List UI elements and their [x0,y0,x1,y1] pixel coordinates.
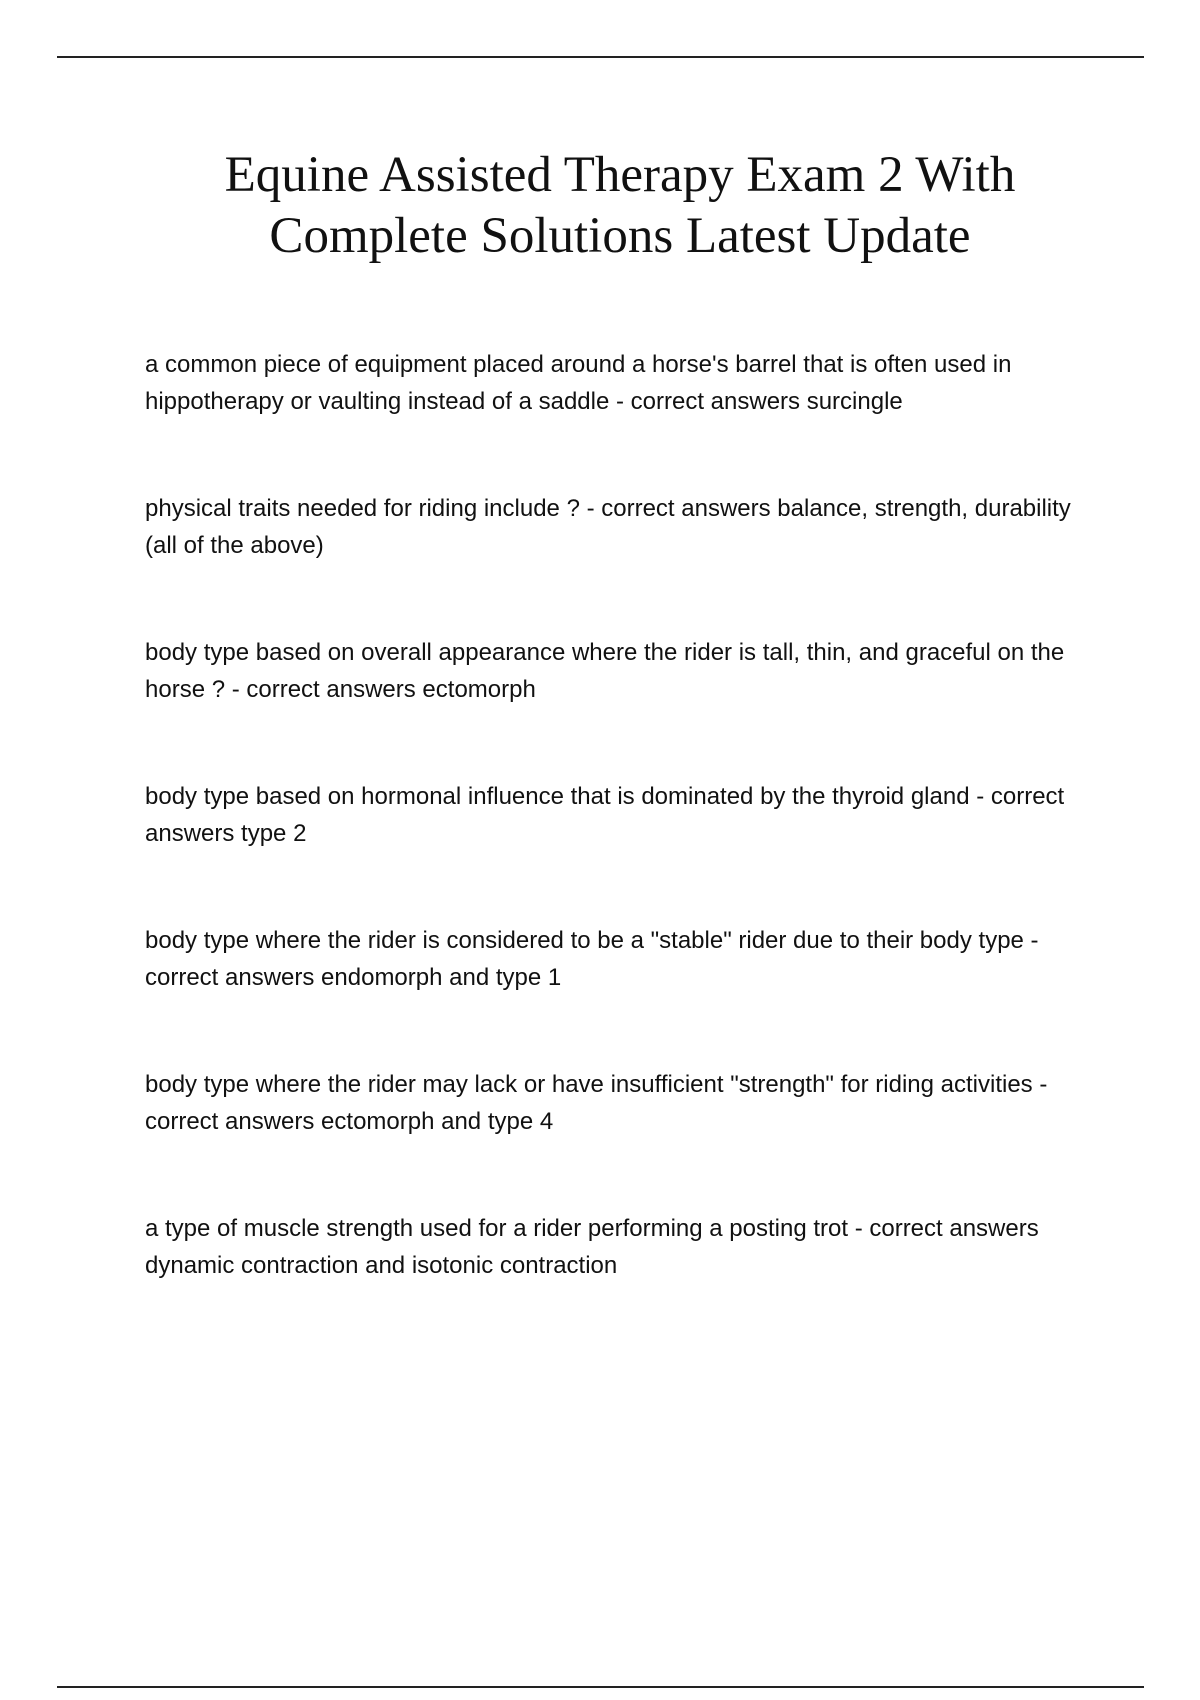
bottom-rule [57,1686,1144,1688]
document-title: Equine Assisted Therapy Exam 2 With Complete Solutions Latest Update [224,147,1016,264]
qa-item: a common piece of equipment placed around a horse's barrel that is often used in hippotherapy or vaulting instead of a saddle - correct answers surcingle [145,351,1012,415]
qa-item: body type where the rider may lack or have insufficient "strength" for riding activities - correct answers ectomorph and type 4 [145,1071,1048,1135]
qa-item: body type based on overall appearance where the rider is tall, thin, and graceful on the horse ? - correct answers ectomorph [145,639,1065,703]
top-rule [57,56,1144,58]
qa-item: body type based on hormonal influence that is dominated by the thyroid gland - correct answers type 2 [145,783,1065,847]
qa-item: physical traits needed for riding include ? - correct answers balance, strength, durability (all of the above) [145,495,1071,559]
qa-item: a type of muscle strength used for a rider performing a posting trot - correct answers dynamic contraction and isotonic contraction [145,1215,1039,1279]
qa-list [145,346,1095,1354]
qa-item: body type where the rider is considered to be a "stable" rider due to their body type - correct answers endomorph and type 1 [145,927,1039,991]
